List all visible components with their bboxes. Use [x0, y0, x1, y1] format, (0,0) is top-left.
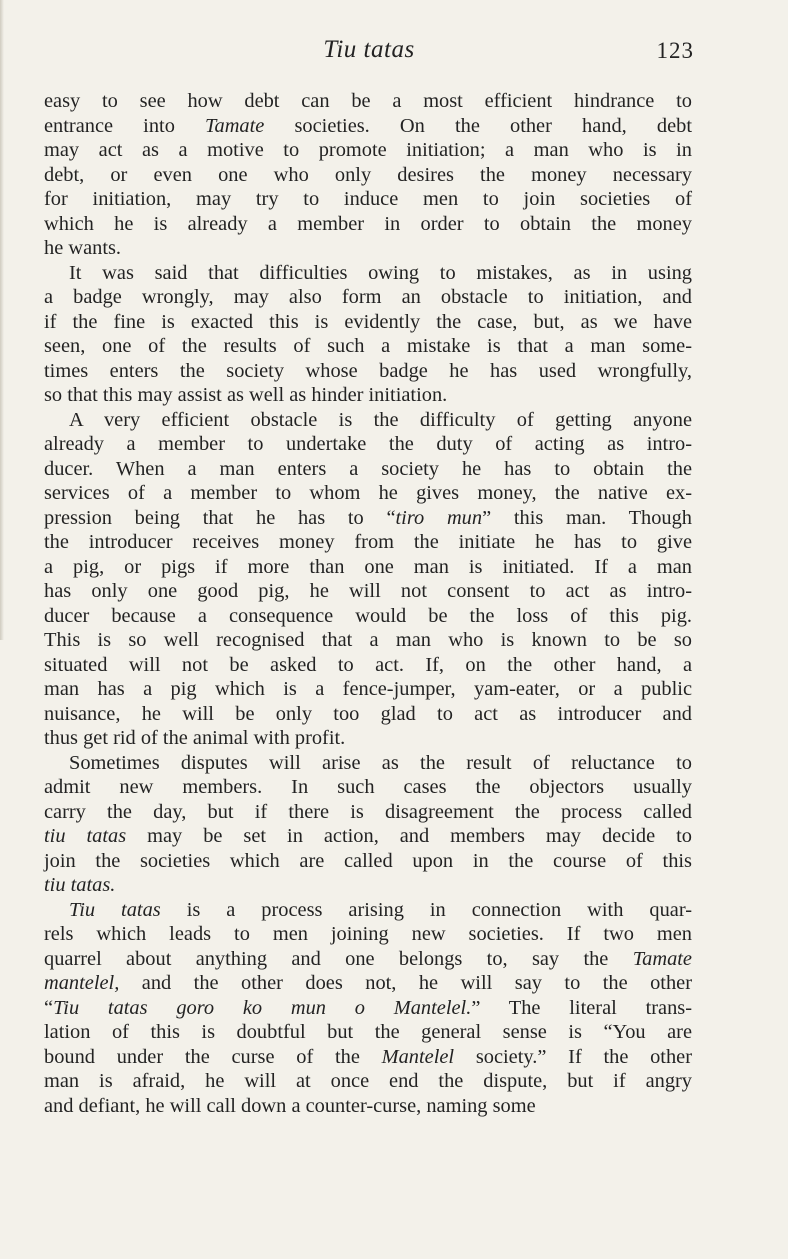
text-line	[44, 1020, 692, 1045]
text-run: Sometimes disputes will arise as the result of reluctance to	[69, 751, 692, 774]
paragraph	[44, 408, 692, 751]
text-line	[44, 89, 692, 114]
text-run: may be set in action, and members may decide to	[126, 825, 692, 847]
text-run: admit new members. In such cases the objectors usually	[44, 776, 692, 798]
text-line	[44, 555, 692, 580]
italic-term: mantelel,	[44, 972, 120, 994]
text-line	[44, 751, 692, 776]
text-line	[44, 212, 692, 237]
text-run: thus get rid of the animal with profit.	[44, 727, 346, 749]
text-run: so that this may assist as well as hinder initiation.	[44, 384, 448, 406]
page-edge-shadow	[0, 0, 4, 640]
paragraph	[44, 261, 692, 408]
text-run: he wants.	[44, 237, 122, 259]
italic-term: tiro mun	[395, 506, 483, 529]
text-run: ducer. When a man enters a society he has to obtain the	[44, 457, 692, 480]
text-run: societies. On the other hand, debt	[264, 114, 692, 137]
italic-term: Mantelel	[381, 1045, 455, 1068]
text-run: carry the day, but if there is disagreement the process called	[44, 800, 692, 823]
text-line	[44, 285, 692, 310]
italic-term: Tiu tatas	[69, 898, 161, 921]
text-line	[44, 383, 692, 408]
text-line	[44, 163, 692, 188]
text-line	[44, 604, 692, 629]
text-line	[44, 457, 692, 482]
body-text	[44, 89, 692, 1118]
text-line	[44, 922, 692, 947]
italic-term: Tamate	[205, 114, 265, 137]
text-line	[44, 653, 692, 678]
page-number: 123	[656, 38, 694, 63]
text-run: and the other does not, he will say to the other	[119, 972, 692, 994]
text-run: ” this man. Though	[482, 506, 693, 529]
text-line	[44, 849, 692, 874]
text-run: services of a member to whom he gives money, the native ex-	[44, 482, 692, 504]
text-run: already a member to undertake the duty of acting as intro-	[44, 433, 692, 455]
text-run: It was said that difficulties owing to mistakes, as in using	[69, 261, 692, 284]
text-line	[44, 359, 692, 384]
text-line	[44, 310, 692, 335]
text-line	[44, 1045, 692, 1070]
text-run: rels which leads to men joining new societies. If two men	[44, 923, 692, 945]
text-run: a pig, or pigs if more than one man is initiated. If a man	[44, 555, 692, 578]
text-run: and defiant, he will call down a counter-curse, naming some	[44, 1094, 536, 1117]
text-run: debt, or even one who only desires the money necessary	[44, 163, 692, 186]
text-line	[44, 702, 692, 727]
text-line	[44, 971, 692, 996]
text-line	[44, 432, 692, 457]
text-line	[44, 898, 692, 923]
text-run: “	[44, 996, 54, 1019]
text-line	[44, 873, 692, 898]
paragraph	[44, 751, 692, 898]
text-run: join the societies which are called upon in the course of this	[44, 849, 692, 872]
italic-term: Tamate	[632, 947, 692, 970]
text-run: society.” If the other	[454, 1045, 692, 1068]
text-line	[44, 1094, 692, 1119]
text-line	[44, 261, 692, 286]
text-run: entrance into	[44, 114, 206, 137]
text-run: the introducer receives money from the initiate he has to give	[44, 531, 692, 553]
paragraph	[44, 89, 692, 261]
text-line	[44, 726, 692, 751]
text-line	[44, 1069, 692, 1094]
text-run: if the fine is exacted this is evidently the case, but, as we have	[44, 310, 692, 333]
text-run: a badge wrongly, may also form an obstacle to initiation, and	[44, 286, 692, 308]
text-line	[44, 628, 692, 653]
text-line	[44, 236, 692, 261]
text-run: situated will not be asked to act. If, on the other hand, a	[44, 653, 692, 676]
text-line	[44, 947, 692, 972]
italic-term: Tiu tatas goro ko mun o Mantelel.	[53, 996, 472, 1019]
text-line	[44, 996, 692, 1021]
text-run: times enters the society whose badge he has used wrongfully,	[44, 359, 692, 382]
text-run: has only one good pig, he will not consent to act as intro-	[44, 580, 692, 602]
text-line	[44, 114, 692, 139]
text-run: pression being that he has to “	[44, 506, 396, 529]
text-run: which he is already a member in order to obtain the money	[44, 212, 692, 235]
text-run: bound under the curse of the	[44, 1045, 382, 1068]
text-line	[44, 481, 692, 506]
text-run: ducer because a consequence would be the loss of this pig.	[44, 604, 692, 627]
text-line	[44, 824, 692, 849]
text-run: seen, one of the results of such a mistake is that a man some-	[44, 335, 692, 357]
italic-term: tiu tatas	[44, 825, 127, 847]
text-line	[44, 677, 692, 702]
text-run: for initiation, may try to induce men to join societies of	[44, 188, 692, 210]
text-run: lation of this is doubtful but the general sense is “You are	[44, 1021, 692, 1043]
text-run: nuisance, he will be only too glad to act as introducer and	[44, 702, 692, 725]
text-run: quarrel about anything and one belongs to, say the	[44, 947, 633, 970]
text-run: may act as a motive to promote initiation; a man who is in	[44, 139, 692, 161]
running-title: Tiu tatas	[323, 36, 415, 63]
text-run: man has a pig which is a fence-jumper, yam-eater, or a public	[44, 678, 692, 700]
text-run: This is so well recognised that a man who is known to be so	[44, 629, 692, 651]
text-run: easy to see how debt can be a most efficient hindrance to	[44, 90, 692, 112]
text-line	[44, 138, 692, 163]
text-line	[44, 187, 692, 212]
text-line	[44, 530, 692, 555]
text-line	[44, 506, 692, 531]
text-line	[44, 775, 692, 800]
text-line	[44, 800, 692, 825]
text-run: ” The literal trans-	[471, 996, 693, 1019]
text-line	[44, 408, 692, 433]
text-line	[44, 579, 692, 604]
text-run: man is afraid, he will at once end the dispute, but if angry	[44, 1070, 692, 1092]
text-run: is a process arising in connection with quar-	[160, 898, 692, 921]
paragraph	[44, 898, 692, 1119]
text-run: A very efficient obstacle is the difficulty of getting anyone	[69, 408, 692, 431]
italic-term: tiu tatas.	[44, 874, 116, 896]
page-header	[44, 36, 694, 70]
text-line	[44, 334, 692, 359]
